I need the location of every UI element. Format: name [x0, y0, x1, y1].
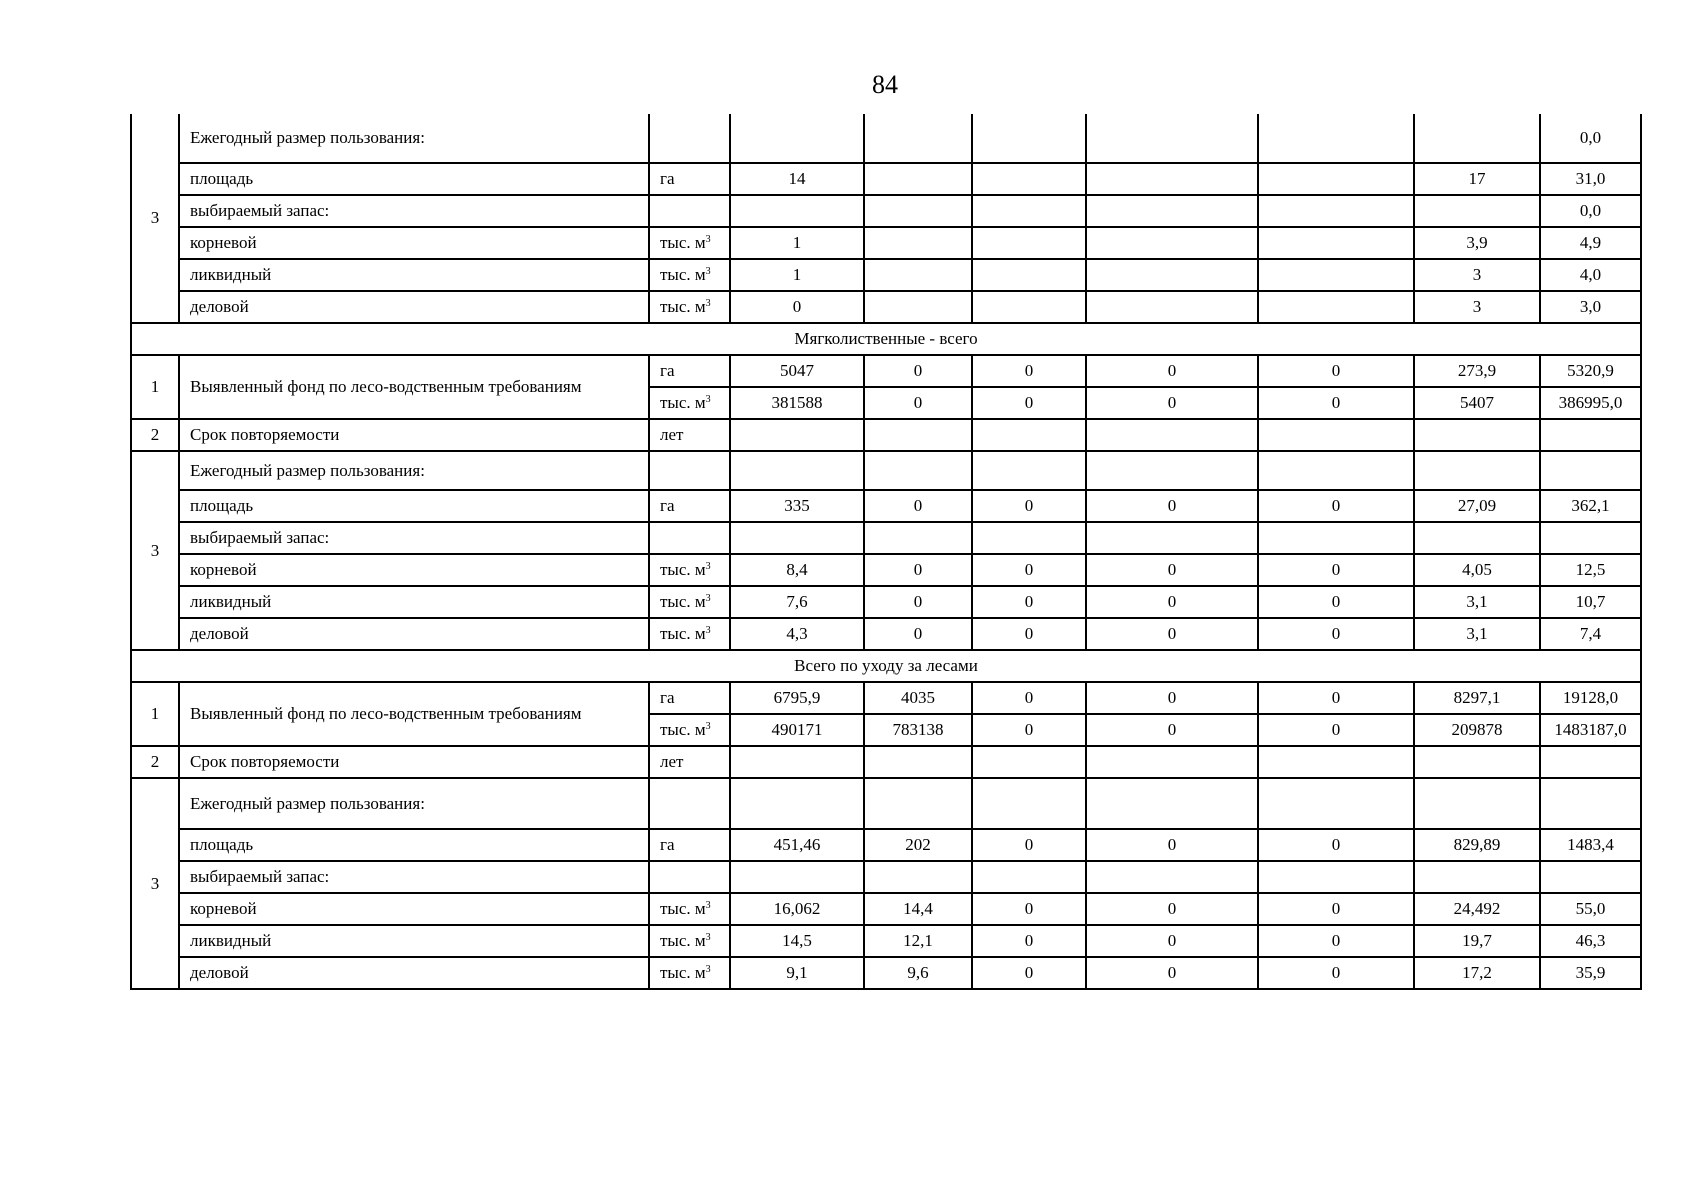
row-label: Выявленный фонд по лесо-водственным требованиям	[179, 682, 649, 746]
value-cell: 362,1	[1540, 490, 1641, 522]
value-cell: 0	[972, 682, 1086, 714]
value-cell: 0	[864, 355, 972, 387]
unit-cell	[649, 227, 730, 259]
unit-text: тыс. м	[660, 931, 706, 950]
value-cell	[730, 861, 864, 893]
value-cell	[864, 861, 972, 893]
unit-superscript: 3	[705, 266, 711, 277]
value-cell	[972, 451, 1086, 490]
value-cell: 0,0	[1540, 195, 1641, 227]
value-cell: 0	[1258, 618, 1414, 650]
row-number: 3	[131, 778, 179, 989]
value-cell: 0	[972, 957, 1086, 989]
unit-cell: га	[649, 355, 730, 387]
value-cell	[1258, 419, 1414, 451]
value-cell: 4,3	[730, 618, 864, 650]
value-cell	[1540, 451, 1641, 490]
value-cell	[1086, 195, 1258, 227]
table-row	[131, 355, 1641, 387]
value-cell	[730, 114, 864, 163]
value-cell	[864, 163, 972, 195]
unit-text: тыс. м	[660, 393, 706, 412]
unit-cell	[649, 259, 730, 291]
value-cell: 9,6	[864, 957, 972, 989]
value-cell: 12,5	[1540, 554, 1641, 586]
value-cell	[1086, 419, 1258, 451]
value-cell: 0	[864, 618, 972, 650]
row-label: Срок повторяемости	[179, 746, 649, 778]
value-cell	[730, 522, 864, 554]
value-cell	[864, 259, 972, 291]
unit-cell	[649, 861, 730, 893]
value-cell: 0	[1258, 355, 1414, 387]
value-cell	[1086, 522, 1258, 554]
value-cell: 0	[1086, 714, 1258, 746]
value-cell: 16,062	[730, 893, 864, 925]
value-cell: 12,1	[864, 925, 972, 957]
value-cell: 3	[1414, 259, 1540, 291]
table-row	[131, 451, 1641, 490]
table-row	[131, 682, 1641, 714]
unit-cell: га	[649, 163, 730, 195]
table-row	[131, 114, 1641, 163]
unit-cell	[649, 778, 730, 829]
table-row	[131, 259, 1641, 291]
value-cell: 4,0	[1540, 259, 1641, 291]
value-cell	[972, 291, 1086, 323]
value-cell: 783138	[864, 714, 972, 746]
unit-text: тыс. м	[660, 265, 706, 284]
table-row	[131, 490, 1641, 522]
value-cell: 14	[730, 163, 864, 195]
table-row	[131, 554, 1641, 586]
value-cell	[1258, 259, 1414, 291]
value-cell: 3,0	[1540, 291, 1641, 323]
row-number: 2	[131, 419, 179, 451]
value-cell: 1	[730, 259, 864, 291]
value-cell: 0	[1086, 957, 1258, 989]
value-cell	[864, 195, 972, 227]
unit-text: тыс. м	[660, 592, 706, 611]
value-cell	[1540, 746, 1641, 778]
value-cell	[864, 522, 972, 554]
value-cell	[864, 778, 972, 829]
table-row	[131, 925, 1641, 957]
value-cell	[1414, 522, 1540, 554]
value-cell: 0	[972, 925, 1086, 957]
value-cell	[1540, 861, 1641, 893]
value-cell	[1540, 778, 1641, 829]
unit-text: тыс. м	[660, 297, 706, 316]
value-cell: 17	[1414, 163, 1540, 195]
value-cell: 4,9	[1540, 227, 1641, 259]
value-cell	[972, 195, 1086, 227]
section-heading: Всего по уходу за лесами	[131, 650, 1641, 682]
value-cell	[864, 451, 972, 490]
value-cell	[1540, 522, 1641, 554]
value-cell	[1258, 861, 1414, 893]
row-label: Ежегодный размер пользования:	[179, 114, 649, 163]
table-row	[131, 586, 1641, 618]
value-cell: 1483187,0	[1540, 714, 1641, 746]
value-cell: 4,05	[1414, 554, 1540, 586]
value-cell	[1258, 195, 1414, 227]
value-cell	[1414, 861, 1540, 893]
row-label: площадь	[179, 163, 649, 195]
value-cell	[1258, 522, 1414, 554]
row-label: площадь	[179, 490, 649, 522]
value-cell	[730, 451, 864, 490]
row-number: 3	[131, 451, 179, 650]
value-cell: 0	[1258, 554, 1414, 586]
forest-care-table	[130, 114, 1642, 990]
value-cell	[1086, 861, 1258, 893]
unit-text: тыс. м	[660, 560, 706, 579]
value-cell	[1258, 451, 1414, 490]
value-cell	[1086, 746, 1258, 778]
value-cell: 14,5	[730, 925, 864, 957]
unit-cell: лет	[649, 746, 730, 778]
table-row	[131, 195, 1641, 227]
row-label: корневой	[179, 554, 649, 586]
value-cell: 1483,4	[1540, 829, 1641, 861]
table-body	[131, 114, 1641, 989]
unit-superscript: 3	[705, 900, 711, 911]
value-cell	[1258, 114, 1414, 163]
value-cell: 273,9	[1414, 355, 1540, 387]
value-cell: 0	[1258, 682, 1414, 714]
value-cell: 3,1	[1414, 618, 1540, 650]
value-cell	[1414, 451, 1540, 490]
row-label: деловой	[179, 957, 649, 989]
row-number: 1	[131, 682, 179, 746]
value-cell	[972, 227, 1086, 259]
row-label: корневой	[179, 893, 649, 925]
value-cell	[1414, 778, 1540, 829]
value-cell: 0	[730, 291, 864, 323]
value-cell: 0	[1258, 925, 1414, 957]
value-cell: 202	[864, 829, 972, 861]
table-row	[131, 419, 1641, 451]
unit-cell	[649, 714, 730, 746]
value-cell: 7,6	[730, 586, 864, 618]
table-row	[131, 291, 1641, 323]
unit-cell	[649, 618, 730, 650]
value-cell: 9,1	[730, 957, 864, 989]
row-label: ликвидный	[179, 259, 649, 291]
value-cell: 0	[864, 387, 972, 419]
unit-superscript: 3	[705, 298, 711, 309]
value-cell: 0	[1258, 829, 1414, 861]
unit-superscript: 3	[705, 721, 711, 732]
value-cell: 17,2	[1414, 957, 1540, 989]
value-cell: 8297,1	[1414, 682, 1540, 714]
value-cell: 0	[1258, 714, 1414, 746]
value-cell	[864, 746, 972, 778]
value-cell	[972, 861, 1086, 893]
table-row	[131, 893, 1641, 925]
row-label: Срок повторяемости	[179, 419, 649, 451]
unit-cell	[649, 957, 730, 989]
unit-cell	[649, 925, 730, 957]
value-cell: 55,0	[1540, 893, 1641, 925]
unit-superscript: 3	[705, 593, 711, 604]
value-cell: 0	[1258, 387, 1414, 419]
value-cell: 381588	[730, 387, 864, 419]
unit-cell	[649, 554, 730, 586]
table-row	[131, 829, 1641, 861]
value-cell	[1414, 195, 1540, 227]
value-cell: 0	[972, 714, 1086, 746]
table-row	[131, 861, 1641, 893]
unit-superscript: 3	[705, 561, 711, 572]
table-row	[131, 957, 1641, 989]
value-cell: 24,492	[1414, 893, 1540, 925]
value-cell: 209878	[1414, 714, 1540, 746]
unit-cell: га	[649, 682, 730, 714]
value-cell: 31,0	[1540, 163, 1641, 195]
value-cell: 19,7	[1414, 925, 1540, 957]
value-cell	[1414, 114, 1540, 163]
value-cell	[730, 778, 864, 829]
value-cell: 490171	[730, 714, 864, 746]
unit-superscript: 3	[705, 964, 711, 975]
value-cell: 1	[730, 227, 864, 259]
row-label: выбираемый запас:	[179, 522, 649, 554]
row-label: корневой	[179, 227, 649, 259]
value-cell	[864, 227, 972, 259]
value-cell	[1086, 227, 1258, 259]
value-cell	[1258, 746, 1414, 778]
value-cell	[1086, 451, 1258, 490]
value-cell	[1086, 259, 1258, 291]
unit-text: тыс. м	[660, 233, 706, 252]
unit-cell: лет	[649, 419, 730, 451]
row-number: 3	[131, 114, 179, 323]
value-cell	[1258, 778, 1414, 829]
value-cell	[730, 419, 864, 451]
value-cell	[972, 163, 1086, 195]
value-cell: 5047	[730, 355, 864, 387]
unit-superscript: 3	[705, 625, 711, 636]
row-number: 2	[131, 746, 179, 778]
value-cell	[972, 114, 1086, 163]
unit-cell: га	[649, 490, 730, 522]
row-label: выбираемый запас:	[179, 861, 649, 893]
value-cell: 0	[972, 829, 1086, 861]
table-row	[131, 778, 1641, 829]
value-cell	[1086, 163, 1258, 195]
unit-cell	[649, 522, 730, 554]
value-cell	[1414, 419, 1540, 451]
row-label: выбираемый запас:	[179, 195, 649, 227]
value-cell: 0	[1086, 490, 1258, 522]
value-cell: 0	[1086, 586, 1258, 618]
table-row	[131, 746, 1641, 778]
value-cell	[1086, 114, 1258, 163]
unit-superscript: 3	[705, 932, 711, 943]
value-cell: 0	[864, 554, 972, 586]
value-cell: 5320,9	[1540, 355, 1641, 387]
value-cell: 0	[1086, 925, 1258, 957]
section-heading: Мягколиственные - всего	[131, 323, 1641, 355]
value-cell	[1540, 419, 1641, 451]
value-cell	[730, 746, 864, 778]
value-cell	[1258, 163, 1414, 195]
value-cell: 3,9	[1414, 227, 1540, 259]
value-cell	[864, 114, 972, 163]
value-cell: 0	[1258, 893, 1414, 925]
table-row	[131, 618, 1641, 650]
table-row	[131, 163, 1641, 195]
unit-text: тыс. м	[660, 963, 706, 982]
row-label: ликвидный	[179, 925, 649, 957]
value-cell: 0	[1086, 682, 1258, 714]
value-cell: 0	[864, 490, 972, 522]
value-cell: 0	[972, 618, 1086, 650]
row-label: деловой	[179, 618, 649, 650]
value-cell: 14,4	[864, 893, 972, 925]
value-cell	[1086, 291, 1258, 323]
unit-cell	[649, 114, 730, 163]
unit-superscript: 3	[705, 394, 711, 405]
value-cell: 451,46	[730, 829, 864, 861]
row-label: Ежегодный размер пользования:	[179, 451, 649, 490]
page-number: 84	[872, 70, 898, 99]
table-row	[131, 650, 1641, 682]
value-cell	[972, 259, 1086, 291]
value-cell: 6795,9	[730, 682, 864, 714]
unit-cell	[649, 586, 730, 618]
value-cell: 0	[972, 554, 1086, 586]
unit-text: тыс. м	[660, 899, 706, 918]
table-row	[131, 522, 1641, 554]
value-cell: 0	[1086, 554, 1258, 586]
value-cell: 7,4	[1540, 618, 1641, 650]
value-cell: 5407	[1414, 387, 1540, 419]
row-number: 1	[131, 355, 179, 419]
value-cell: 10,7	[1540, 586, 1641, 618]
row-label: площадь	[179, 829, 649, 861]
row-label: ликвидный	[179, 586, 649, 618]
value-cell: 0	[1258, 586, 1414, 618]
value-cell: 19128,0	[1540, 682, 1641, 714]
value-cell: 0	[1086, 893, 1258, 925]
unit-cell: га	[649, 829, 730, 861]
value-cell: 0	[1086, 829, 1258, 861]
value-cell: 0	[1086, 387, 1258, 419]
value-cell: 0	[1258, 490, 1414, 522]
value-cell: 0,0	[1540, 114, 1641, 163]
value-cell: 35,9	[1540, 957, 1641, 989]
unit-cell	[649, 291, 730, 323]
value-cell	[864, 419, 972, 451]
unit-cell	[649, 451, 730, 490]
value-cell: 335	[730, 490, 864, 522]
value-cell: 0	[1086, 618, 1258, 650]
value-cell: 0	[972, 893, 1086, 925]
value-cell	[972, 746, 1086, 778]
value-cell: 4035	[864, 682, 972, 714]
row-label: деловой	[179, 291, 649, 323]
value-cell	[972, 419, 1086, 451]
value-cell: 0	[972, 387, 1086, 419]
unit-superscript: 3	[705, 234, 711, 245]
value-cell	[1414, 746, 1540, 778]
row-label: Выявленный фонд по лесо-водственным требованиям	[179, 355, 649, 419]
value-cell: 829,89	[1414, 829, 1540, 861]
row-label: Ежегодный размер пользования:	[179, 778, 649, 829]
value-cell: 8,4	[730, 554, 864, 586]
value-cell: 3,1	[1414, 586, 1540, 618]
value-cell: 46,3	[1540, 925, 1641, 957]
value-cell: 27,09	[1414, 490, 1540, 522]
unit-cell	[649, 387, 730, 419]
table-row	[131, 323, 1641, 355]
value-cell	[972, 778, 1086, 829]
value-cell	[864, 291, 972, 323]
value-cell: 3	[1414, 291, 1540, 323]
unit-cell	[649, 195, 730, 227]
unit-text: тыс. м	[660, 720, 706, 739]
value-cell	[1258, 227, 1414, 259]
value-cell: 0	[864, 586, 972, 618]
value-cell	[730, 195, 864, 227]
value-cell	[1258, 291, 1414, 323]
unit-text: тыс. м	[660, 624, 706, 643]
value-cell: 0	[972, 586, 1086, 618]
value-cell	[1086, 778, 1258, 829]
value-cell	[972, 522, 1086, 554]
unit-cell	[649, 893, 730, 925]
table-row	[131, 227, 1641, 259]
value-cell: 0	[972, 355, 1086, 387]
value-cell: 0	[1258, 957, 1414, 989]
value-cell: 0	[1086, 355, 1258, 387]
value-cell: 386995,0	[1540, 387, 1641, 419]
value-cell: 0	[972, 490, 1086, 522]
